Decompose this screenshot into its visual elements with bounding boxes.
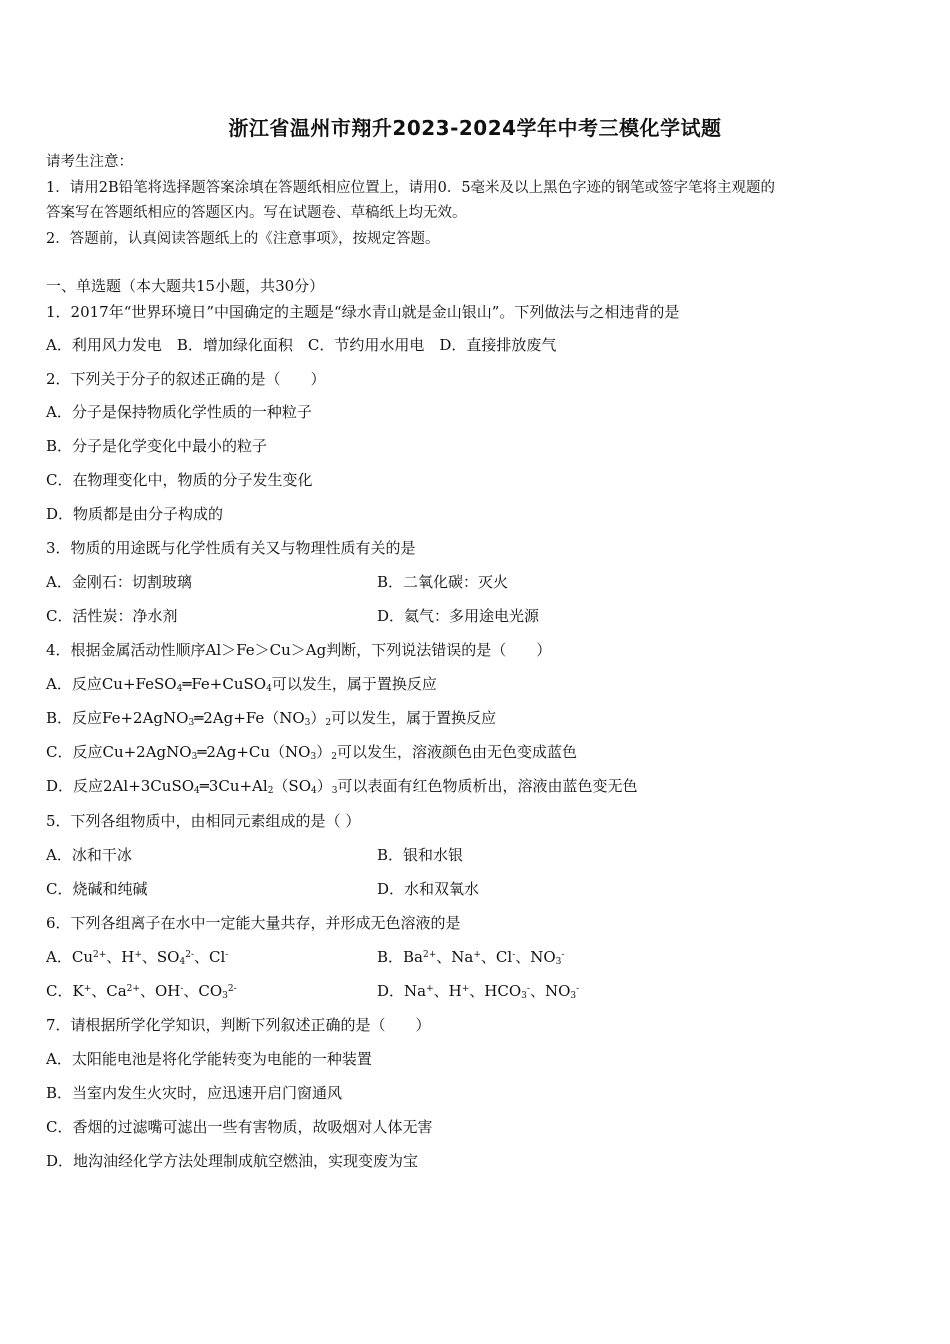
question-1-stem: 1．2017年“世界环境日”中国确定的主题是“绿水青山就是金山银山”。下列做法与之相违背的是: [46, 303, 680, 321]
question-6-stem: 6．下列各组离子在水中一定能大量共存，并形成无色溶液的是: [46, 914, 461, 932]
question-7-option-d: D．地沟油经化学方法处理制成航空燃油，实现变废为宝: [46, 1152, 419, 1170]
question-7-option-b: B．当室内发生火灾时，应迅速开启门窗通风: [46, 1084, 343, 1102]
question-5-option-d: D．水和双氧水: [377, 880, 480, 898]
question-3-option-c: C．活性炭：净水剂: [46, 607, 178, 625]
question-3-option-b: B．二氧化碳：灭火: [377, 573, 509, 591]
question-7-option-a: A．太阳能电池是将化学能转变为电能的一种装置: [46, 1050, 372, 1068]
question-5-option-c: C．烧碱和纯碱: [46, 880, 148, 898]
page-title: 浙江省温州市翔升2023-2024学年中考三模化学试题: [228, 116, 722, 140]
notice-item-1-line-2: 答案写在答题纸相应的答题区内。写在试题卷、草稿纸上均无效。: [46, 205, 467, 221]
question-1-options: A．利用风力发电 B．增加绿化面积 C．节约用水用电 D．直接排放废气: [46, 336, 557, 354]
question-7-stem: 7．请根据所学化学知识，判断下列叙述正确的是（ ）: [46, 1016, 431, 1034]
question-2-option-a: A．分子是保持物质化学性质的一种粒子: [46, 403, 312, 421]
question-2-option-d: D．物质都是由分子构成的: [46, 505, 224, 523]
question-5-stem: 5．下列各组物质中，由相同元素组成的是（ ）: [46, 812, 361, 830]
question-6-option-a: A．$Cu^{2+}$、H+、$SO_4^{2-}$、Cl-: [46, 948, 229, 967]
question-6-option-b: B．$Ba^{2+}$、Na+、Cl-、$NO_3^-$: [377, 948, 565, 967]
question-5-option-a: A．冰和干冰: [46, 846, 132, 864]
question-4-stem: 4．根据金属活动性顺序Al＞Fe＞Cu＞Ag判断，下列说法错误的是（ ）: [46, 641, 552, 659]
question-6-option-c: C．K+、$Ca^{2+}$、OH-、$CO_3^{2-}$: [46, 982, 237, 1001]
question-2-stem: 2．下列关于分子的叙述正确的是（ ）: [46, 370, 326, 388]
question-4-option-c: C．反应$Cu+2AgNO_3═2Ag+Cu(NO_3)_2$可以发生，溶液颜色由无色变成蓝色: [46, 743, 577, 762]
question-3-option-a: A．金刚石：切割玻璃: [46, 573, 192, 591]
question-5-option-b: B．银和水银: [377, 846, 464, 864]
notice-heading: 请考生注意：: [46, 154, 133, 170]
question-7-option-c: C．香烟的过滤嘴可滤出一些有害物质，故吸烟对人体无害: [46, 1118, 433, 1136]
section-heading: 一、单选题（本大题共15小题，共30分）: [46, 277, 325, 295]
notice-item-2: 2．答题前，认真阅读答题纸上的《注意事项》，按规定答题。: [46, 231, 440, 247]
question-2-option-c: C．在物理变化中，物质的分子发生变化: [46, 471, 313, 489]
question-4-option-a: A．反应Cu+FeSO$_4$═Fe+CuSO$_4$可以发生，属于置换反应: [46, 675, 437, 694]
question-3-option-d: D．氦气：多用途电光源: [377, 607, 540, 625]
notice-item-1-line-1: 1．请用2B铅笔将选择题答案涂填在答题纸相应位置上，请用0．5毫米及以上黑色字迹的钢笔或签字笔将主观题的: [46, 180, 776, 196]
question-4-option-b: B．反应$Fe+2AgNO_3═2Ag+Fe(NO_3)_2$可以发生，属于置换反应: [46, 709, 497, 728]
question-2-option-b: B．分子是化学变化中最小的粒子: [46, 437, 268, 455]
question-3-stem: 3．物质的用途既与化学性质有关又与物理性质有关的是: [46, 539, 416, 557]
question-4-option-d: D．反应$2Al+3CuSO_4═3Cu+Al_2(SO_4)_3$可以表面有红色物质析出，溶液由蓝色变无色: [46, 777, 638, 796]
question-6-option-d: D．Na+、H+、$HCO_3^-$、$NO_3^-$: [377, 982, 580, 1001]
